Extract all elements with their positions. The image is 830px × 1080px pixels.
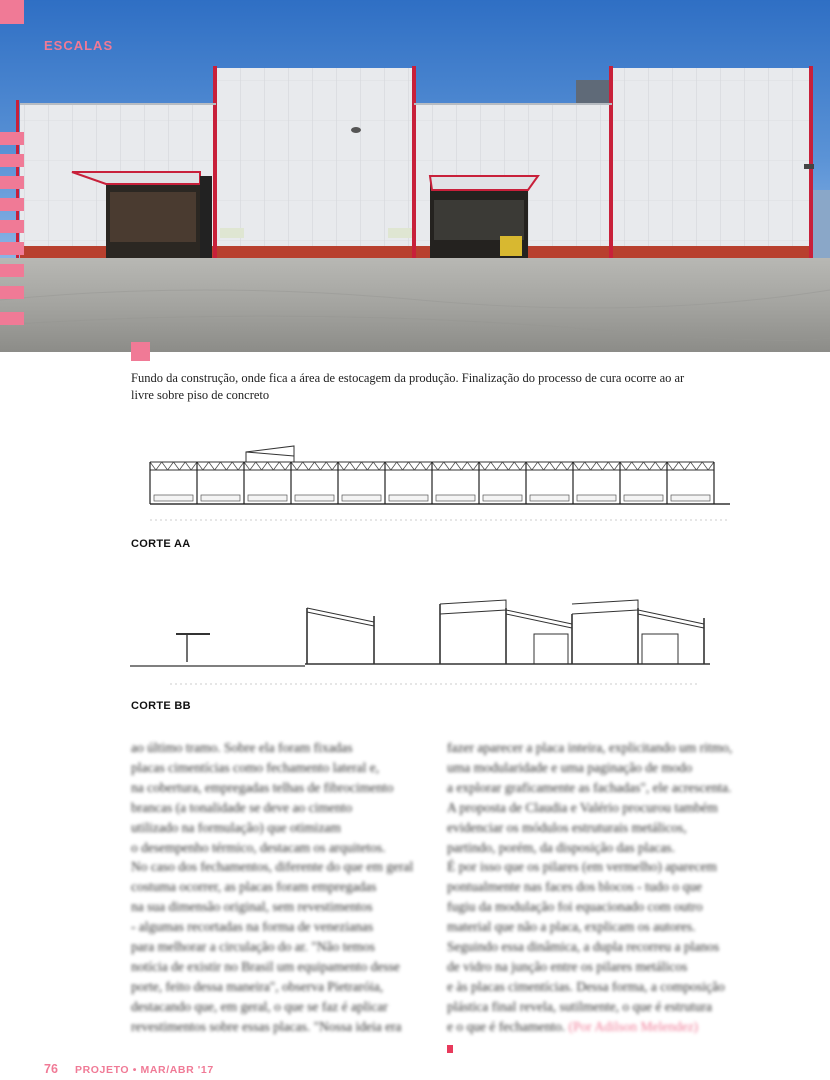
article-column-left [131,738,421,1037]
truss-member [373,462,385,470]
truss-member [702,462,714,470]
corte-aa-label: CORTE AA [131,538,191,550]
article-line: No caso dos fechamentos, diferente do que em geral [131,859,414,875]
article-line: utilizado na formulação) que otimizam [131,819,341,835]
article-line: ao último tramo. Sobre ela foram fixadas [131,740,353,755]
truss-member [691,462,703,470]
article-line: É por isso que os pilares (em vermelho) aparecem [447,859,717,875]
truss-member [197,462,209,470]
truss-member [503,462,515,470]
end-of-article-marker [447,1045,453,1053]
side-tab-marker [0,264,24,277]
truss-member [268,462,280,470]
truss-member [667,462,679,470]
article-line: uma modularidade e uma paginação de modo [447,759,693,775]
truss-member [479,462,491,470]
truss-member [467,462,479,470]
article-line: de vidro na junção entre os pilares metálicos [447,958,688,974]
truss-member [209,462,221,470]
article-line: fazer aparecer a placa inteira, explicitando um ritmo, [447,740,733,755]
window-band [248,495,287,501]
side-tab-marker [0,286,24,299]
article-line: pontualmente nas faces dos blocos - tudo o que [447,879,702,895]
truss-member [644,462,656,470]
side-tab-marker [0,154,24,167]
truss-member [550,462,562,470]
truss-member [338,462,350,470]
article-line: costuma ocorrer, as placas foram empregadas [131,879,377,895]
truss-member [432,462,444,470]
side-tab-marker [0,176,24,189]
side-tab-marker [0,132,24,145]
truss-member [150,462,162,470]
corte-aa-svg [0,440,830,530]
truss-member [538,462,550,470]
page-number: 76 [44,1062,58,1076]
truss-member [585,462,597,470]
truss-member [397,462,409,470]
truss-member [162,462,174,470]
truss-member [573,462,585,470]
truss-member [279,462,291,470]
section-tag: ESCALAS [44,38,114,53]
article-line: revestimentos sobre essas placas. "Nossa ideia era [131,1018,402,1034]
corner-marker [0,0,24,24]
article-line: para melhorar a circulação do ar. "Não temos [131,939,375,955]
window-band [483,495,522,501]
article-line: - algumas recortadas na forma de venezianas [131,919,374,935]
truss-member [185,462,197,470]
truss-member [362,462,374,470]
building-photo [0,0,830,352]
truss-member [409,462,421,470]
truss-member [232,462,244,470]
truss-member [315,462,327,470]
truss-member [244,462,256,470]
side-tab-marker [0,312,24,325]
truss-member [655,462,667,470]
article-line: destacando que, em geral, o que se faz é aplicar [131,998,388,1014]
truss-member [420,462,432,470]
article-line: e às placas cimentícias. Dessa forma, a composição [447,978,725,994]
article-line: plástica final revela, sutilmente, o que é estrutura [447,998,713,1014]
window-band [295,495,334,501]
building-illustration [0,0,830,352]
truss-member [679,462,691,470]
truss-member [514,462,526,470]
truss-member [385,462,397,470]
window-band [530,495,569,501]
article-line-text: e o que é fechamento. [447,1018,566,1034]
article-line: porte, feito dessa maneira", observa Pietraróia, [131,978,384,994]
truss-member [620,462,632,470]
truss-member [526,462,538,470]
truss-member [597,462,609,470]
truss-member [221,462,233,470]
truss-member [350,462,362,470]
article-line: A proposta de Claudia e Valério procurou também [447,799,718,815]
window-band [201,495,240,501]
truss-member [174,462,186,470]
window-band [624,495,663,501]
window-band [671,495,710,501]
window-band [342,495,381,501]
author-credit: (Por Adilson Melendez) [568,1018,699,1034]
section-drawing-aa [0,440,830,530]
article-line: o desempenho térmico, destacam os arquitetos. [131,839,386,855]
article-line: na cobertura, empregadas telhas de fibrocimento [131,779,394,795]
window-band [154,495,193,501]
article-column-right [447,738,737,1037]
truss-member [561,462,573,470]
window-band [389,495,428,501]
truss-member [256,462,268,470]
article-line: notícia de existir no Brasil um equipamento desse [131,958,400,974]
article-line: Seguindo essa dinâmica, a dupla recorreu a planos [447,939,720,955]
article-line: material que não a placa, explicam os autores. [447,919,696,935]
window-band [577,495,616,501]
truss-member [456,462,468,470]
truss-member [491,462,503,470]
article-last-line [447,1017,737,1037]
magazine-issue: PROJETO • MAR/ABR '17 [75,1064,214,1076]
article-line: partindo, porém, da disposição das placas. [447,839,675,855]
truss-member [608,462,620,470]
truss-member [303,462,315,470]
caption-marker [131,342,150,361]
article-line: placas cimentícias como fechamento lateral e, [131,759,380,775]
section-drawing-bb [0,596,830,692]
truss-member [291,462,303,470]
side-tab-marker [0,198,24,211]
side-tab-marker [0,242,24,255]
photo-caption: Fundo da construção, onde fica a área de estocagem da produção. Finalização do processo de cura ocorre ao ar livre sobre piso de concreto [131,371,685,402]
article-line: brancas (a tonalidade se deve ao cimento [131,799,353,815]
side-tab-marker [0,220,24,233]
article-line: a explorar graficamente as fachadas", ele acrescenta. [447,779,732,795]
article-line: evidenciar os módulos estruturais metálicos, [447,819,687,835]
article-line: na sua dimensão original, sem revestimentos [131,899,373,915]
truss-member [632,462,644,470]
article-line: fugiu da modulação foi equacionado com outro [447,899,703,915]
corte-bb-svg [0,596,830,692]
truss-member [444,462,456,470]
window-band [436,495,475,501]
truss-member [326,462,338,470]
corte-bb-label: CORTE BB [131,700,191,712]
